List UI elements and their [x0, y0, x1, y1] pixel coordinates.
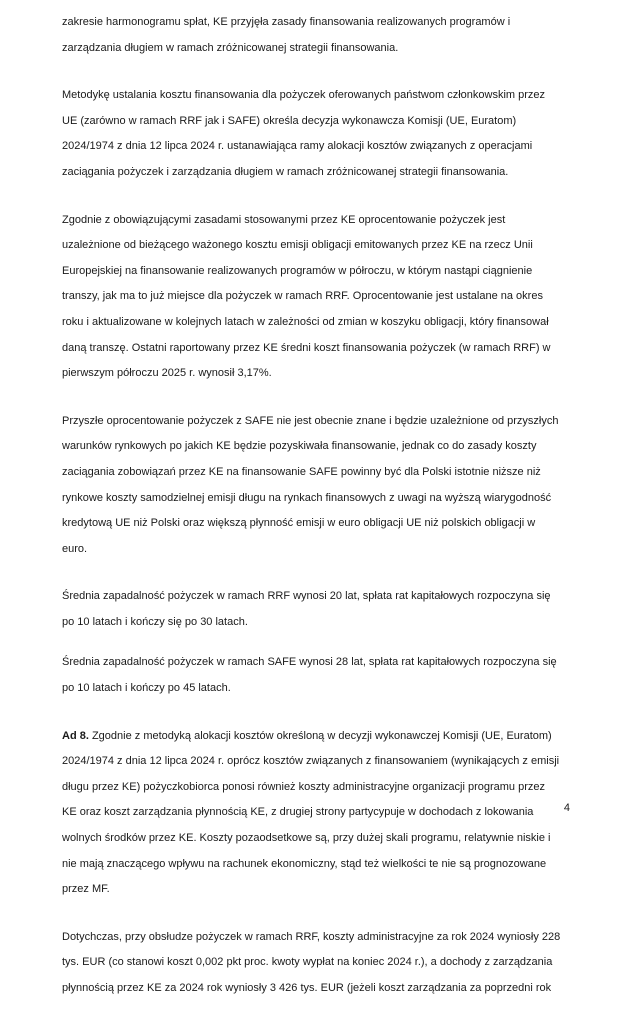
paragraph-safe-maturity [62, 650, 562, 701]
paragraph-administrative-costs [62, 925, 562, 1002]
paragraph-repayment-schedule [62, 10, 562, 61]
page-number: 4 [563, 802, 570, 814]
section-lead-label: Ad 8. [62, 729, 89, 742]
paragraph-text: Metodykę ustalania kosztu finansowania dla pożyczek oferowanych państwom członkowskim przez UE (zarówno w ramach RRF jak i SAFE) określa decyzja wykonawcza Komisji (UE, Euratom) 2024/1974 z dnia 12 lipca 2024 r. ustanawiająca ramy alokacji kosztów związanych z operacjami zaciągania pożyczek i zarządzania długiem w ramach zróżnicowanej strategii finansowania. [62, 89, 546, 178]
paragraph-text: zakresie harmonogramu spłat, KE przyjęła zasady finansowania realizowanych programów i zarządzania długiem w ramach zróżnicowanej strategii finansowania. [62, 16, 511, 54]
paragraph-interest-rules [62, 208, 562, 387]
paragraph-rrf-maturity [62, 584, 562, 635]
paragraph-ad-8 [62, 724, 562, 903]
document-body [62, 10, 562, 1024]
paragraph-cost-methodology [62, 83, 562, 185]
paragraph-text: Zgodnie z metodyką alokacji kosztów określoną w decyzji wykonawczej Komisji (UE, Euratom) 2024/1974 z dnia 12 lipca 2024 r. oprócz kosztów związanych z finansowaniem (wynikających z emisji długu przez KE) pożyczkobiorca ponosi również koszty administracyjne organizacji programu przez KE oraz koszt zarządzania płynnością KE, z drugiej strony partycypuje w dochodach z lokowania wolnych środków przez KE. Koszty pozaodsetkowe są, przy dużej skali programu, relatywnie niskie i nie mają znaczącego wpływu na rachunek ekonomiczny, stąd też wielkości te nie są prognozowane przez MF. [62, 729, 560, 896]
paragraph-safe-interest [62, 409, 562, 563]
paragraph-text: Zgodnie z obowiązującymi zasadami stosowanymi przez KE oprocentowanie pożyczek jest uzależnione od bieżącego ważonego kosztu emisji obligacji emitowanych przez KE na rzecz Unii Europejskiej na finansowanie realizowanych programów w półroczu, w którym nastąpi ciągnienie transzy, jak ma to już miejsce dla pożyczek w ramach RRF. Oprocentowanie jest ustalane na okres roku i aktualizowane w kolejnych latach w zależności od zmian w koszyku obligacji, który finansował daną transzę. Ostatni raportowany przez KE średni koszt finansowania pożyczek (w ramach RRF) w pierwszym półroczu 2025 r. wynosił 3,17%. [62, 213, 551, 380]
paragraph-text: Przyszłe oprocentowanie pożyczek z SAFE nie jest obecnie znane i będzie uzależnione od przyszłych warunków rynkowych po jakich KE będzie pozyskiwała finansowanie, jednak co do zasady koszty zaciągania zobowiązań przez KE na finansowanie SAFE powinny być dla Polski istotnie niższe niż rynkowe koszty samodzielnej emisji długu na rynkach finansowych z uwagi na wyższą wiarygodność kredytową UE niż Polski oraz większą płynność emisji w euro obligacji UE niż polskich obligacji w euro. [62, 414, 559, 555]
paragraph-text: Średnia zapadalność pożyczek w ramach RRF wynosi 20 lat, spłata rat kapitałowych rozpoczyna się po 10 latach i kończy się po 30 latach. [62, 590, 551, 628]
paragraph-text: Dotychczas, przy obsłudze pożyczek w ramach RRF, koszty administracyjne za rok 2024 wyniosły 228 tys. EUR (co stanowi koszt 0,002 pkt proc. kwoty wypłat na koniec 2024 r.), a dochody z zarządzania płynnością przez KE za 2024 rok wyniosły 3 426 tys. EUR (jeżeli koszt zarządzania za poprzedni rok [62, 930, 561, 994]
paragraph-text: Średnia zapadalność pożyczek w ramach SAFE wynosi 28 lat, spłata rat kapitałowych rozpoczyna się po 10 latach i kończy po 45 latach. [62, 656, 557, 695]
